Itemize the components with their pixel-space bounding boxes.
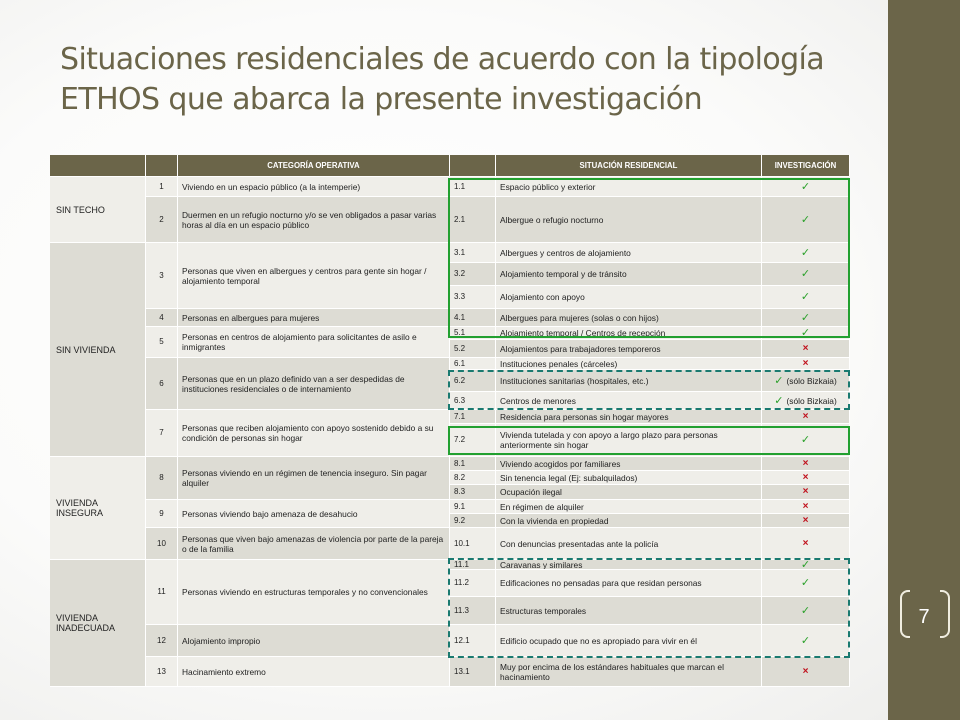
investigation-mark: [762, 657, 850, 687]
category-number: 8: [146, 457, 178, 500]
situation-number: 6.1: [450, 358, 496, 370]
situation-number: 7.2: [450, 424, 496, 457]
check-icon: ✓: [774, 374, 784, 387]
category-number: 10: [146, 528, 178, 560]
situation-text: Centros de menores: [496, 392, 762, 410]
group-sin-techo: SIN TECHO: [50, 177, 146, 243]
investigation-mark: [762, 560, 850, 570]
category-number: 11: [146, 560, 178, 625]
header-investigacion: INVESTIGACIÓN: [762, 155, 850, 177]
check-icon: ✓: [800, 268, 811, 280]
investigation-mark: [762, 370, 850, 392]
situation-text: Alojamientos para trabajadores temporeros: [496, 340, 762, 358]
header-situacion: SITUACIÓN RESIDENCIAL: [496, 155, 762, 177]
situation-number: 4.1: [450, 309, 496, 327]
investigation-mark: [762, 263, 850, 286]
check-icon: ✓: [800, 604, 811, 617]
category-text: Personas en albergues para mujeres: [178, 309, 450, 327]
situation-text: Albergues y centros de alojamiento: [496, 243, 762, 263]
category-number: 12: [146, 625, 178, 657]
category-text: Personas en centros de alojamiento para solicitantes de asilo e inmigrantes: [178, 327, 450, 358]
page-number-left-brace: [900, 590, 910, 638]
situation-text: Con la vivienda en propiedad: [496, 514, 762, 528]
slide-title-line-2: ETHOS que abarca la presente investigación: [60, 82, 702, 117]
category-text: Personas viviendo en estructuras temporales y no convencionales: [178, 560, 450, 625]
situation-text: Instituciones sanitarias (hospitales, etc.): [496, 370, 762, 392]
situation-number: 13.1: [450, 657, 496, 687]
situation-text: Ocupación ilegal: [496, 485, 762, 500]
situation-text: Con denuncias presentadas ante la policía: [496, 528, 762, 560]
situation-text: Alojamiento temporal y de tránsito: [496, 263, 762, 286]
check-icon: ✓: [800, 577, 811, 589]
category-number: 7: [146, 410, 178, 457]
page-number-right-brace: [940, 590, 950, 638]
situation-text: Vivienda tutelada y con apoyo a largo plazo para personas anteriormente sin hogar: [496, 424, 762, 457]
investigation-mark: [762, 392, 850, 410]
investigation-mark: [762, 424, 850, 457]
header-categoria: CATEGORÍA OPERATIVA: [178, 155, 450, 177]
group-vivienda-insegura: VIVIENDA INSEGURA: [50, 457, 146, 560]
investigation-mark: [762, 471, 850, 485]
situation-number: 5.2: [450, 340, 496, 358]
category-number: 6: [146, 358, 178, 410]
category-text: Personas viviendo bajo amenaza de desahucio: [178, 500, 450, 528]
page-number: 7: [918, 606, 930, 628]
situation-number: 5.1: [450, 327, 496, 340]
investigation-mark: [762, 177, 850, 197]
cross-icon: ×: [802, 665, 809, 677]
investigation-mark: [762, 197, 850, 243]
category-number: 3: [146, 243, 178, 309]
investigation-mark: [762, 309, 850, 327]
category-text: Personas que en un plazo definido van a ser despedidas de instituciones residenciales o de internamiento: [178, 358, 450, 410]
situation-number: 9.1: [450, 500, 496, 514]
situation-text: Viviendo acogidos por familiares: [496, 457, 762, 471]
header-blank-3: [450, 155, 496, 177]
situation-number: 2.1: [450, 197, 496, 243]
check-icon: ✓: [800, 246, 811, 259]
situation-text: Sin tenencia legal (Ej: subalquilados): [496, 471, 762, 485]
situation-number: 7.1: [450, 410, 496, 424]
situation-number: 1.1: [450, 177, 496, 197]
situation-text: Estructuras temporales: [496, 597, 762, 625]
investigation-mark: [762, 243, 850, 263]
situation-number: 6.3: [450, 392, 496, 410]
situation-number: 10.1: [450, 528, 496, 560]
investigation-mark: [762, 485, 850, 500]
investigation-mark: [762, 500, 850, 514]
investigation-mark: [762, 625, 850, 657]
situation-text: Albergue o refugio nocturno: [496, 197, 762, 243]
situation-text: Albergues para mujeres (solas o con hijos): [496, 309, 762, 327]
investigation-note: (sólo Bizkaia): [786, 375, 837, 386]
situation-text: Espacio público y exterior: [496, 177, 762, 197]
investigation-mark: [762, 358, 850, 370]
situation-number: 11.1: [450, 560, 496, 570]
investigation-mark: [762, 340, 850, 358]
category-number: 9: [146, 500, 178, 528]
situation-text: Muy por encima de los estándares habituales que marcan el hacinamiento: [496, 657, 762, 687]
category-number: 13: [146, 657, 178, 687]
investigation-mark: [762, 457, 850, 471]
check-icon: ✓: [800, 327, 811, 339]
category-text: Duermen en un refugio nocturno y/o se ven obligados a pasar varias horas al día en un espacio público: [178, 197, 450, 243]
situation-text: Caravanas y similares: [496, 560, 762, 570]
cross-icon: ×: [802, 486, 809, 497]
investigation-mark: [762, 286, 850, 309]
category-text: Alojamiento impropio: [178, 625, 450, 657]
situation-number: 6.2: [450, 370, 496, 392]
cross-icon: ×: [802, 514, 809, 526]
check-icon: ✓: [800, 291, 811, 303]
cross-icon: ×: [802, 410, 809, 422]
header-blank-2: [146, 155, 178, 177]
category-text: Personas que reciben alojamiento con apoyo sostenido debido a su condición de personas sin hogar: [178, 410, 450, 457]
cross-icon: ×: [802, 342, 809, 354]
situation-text: En régimen de alquiler: [496, 500, 762, 514]
situation-number: 8.3: [450, 485, 496, 500]
cross-icon: ×: [802, 471, 809, 483]
category-text: Personas que viven bajo amenazas de violencia por parte de la pareja o de la familia: [178, 528, 450, 560]
situation-number: 9.2: [450, 514, 496, 528]
situation-text: Residencia para personas sin hogar mayores: [496, 410, 762, 424]
investigation-mark: [762, 570, 850, 597]
check-icon: ✓: [800, 434, 811, 446]
situation-number: 3.3: [450, 286, 496, 309]
situation-number: 8.1: [450, 457, 496, 471]
situation-text: Alojamiento con apoyo: [496, 286, 762, 309]
group-sin-vivienda: SIN VIVIENDA: [50, 243, 146, 457]
situation-number: 3.2: [450, 263, 496, 286]
situation-number: 3.1: [450, 243, 496, 263]
category-text: Viviendo en un espacio público (a la intemperie): [178, 177, 450, 197]
check-icon: ✓: [800, 213, 811, 226]
cross-icon: ×: [802, 358, 809, 369]
situation-text: Edificio ocupado que no es apropiado para vivir en él: [496, 625, 762, 657]
category-number: 4: [146, 309, 178, 327]
check-icon: ✓: [800, 560, 811, 570]
category-text: Personas que viven en albergues y centros para gente sin hogar / alojamiento temporal: [178, 243, 450, 309]
check-icon: ✓: [774, 394, 784, 407]
investigation-mark: [762, 597, 850, 625]
category-number: 1: [146, 177, 178, 197]
investigation-mark: [762, 528, 850, 560]
cross-icon: ×: [802, 500, 809, 512]
cross-icon: ×: [802, 457, 809, 469]
group-vivienda-inadecuada: VIVIENDA INADECUADA: [50, 560, 146, 687]
category-number: 2: [146, 197, 178, 243]
ethos-table: [50, 155, 850, 687]
investigation-mark: [762, 514, 850, 528]
check-icon: ✓: [800, 180, 811, 193]
investigation-mark: [762, 327, 850, 340]
check-icon: ✓: [800, 634, 811, 647]
check-icon: ✓: [800, 311, 811, 324]
investigation-note: (sólo Bizkaia): [786, 395, 837, 406]
category-number: 5: [146, 327, 178, 358]
cross-icon: ×: [802, 537, 809, 549]
investigation-mark: [762, 410, 850, 424]
slide-title-line-1: Situaciones residenciales de acuerdo con la tipología: [60, 42, 825, 77]
category-text: Personas viviendo en un régimen de tenencia inseguro. Sin pagar alquiler: [178, 457, 450, 500]
situation-number: 12.1: [450, 625, 496, 657]
slide-title: [60, 40, 860, 120]
situation-number: 11.2: [450, 570, 496, 597]
header-blank-1: [50, 155, 146, 177]
situation-text: Alojamiento temporal / Centros de recepción: [496, 327, 762, 340]
situation-text: Instituciones penales (cárceles): [496, 358, 762, 370]
situation-text: Edificaciones no pensadas para que residan personas: [496, 570, 762, 597]
category-text: Hacinamiento extremo: [178, 657, 450, 687]
situation-number: 8.2: [450, 471, 496, 485]
situation-number: 11.3: [450, 597, 496, 625]
